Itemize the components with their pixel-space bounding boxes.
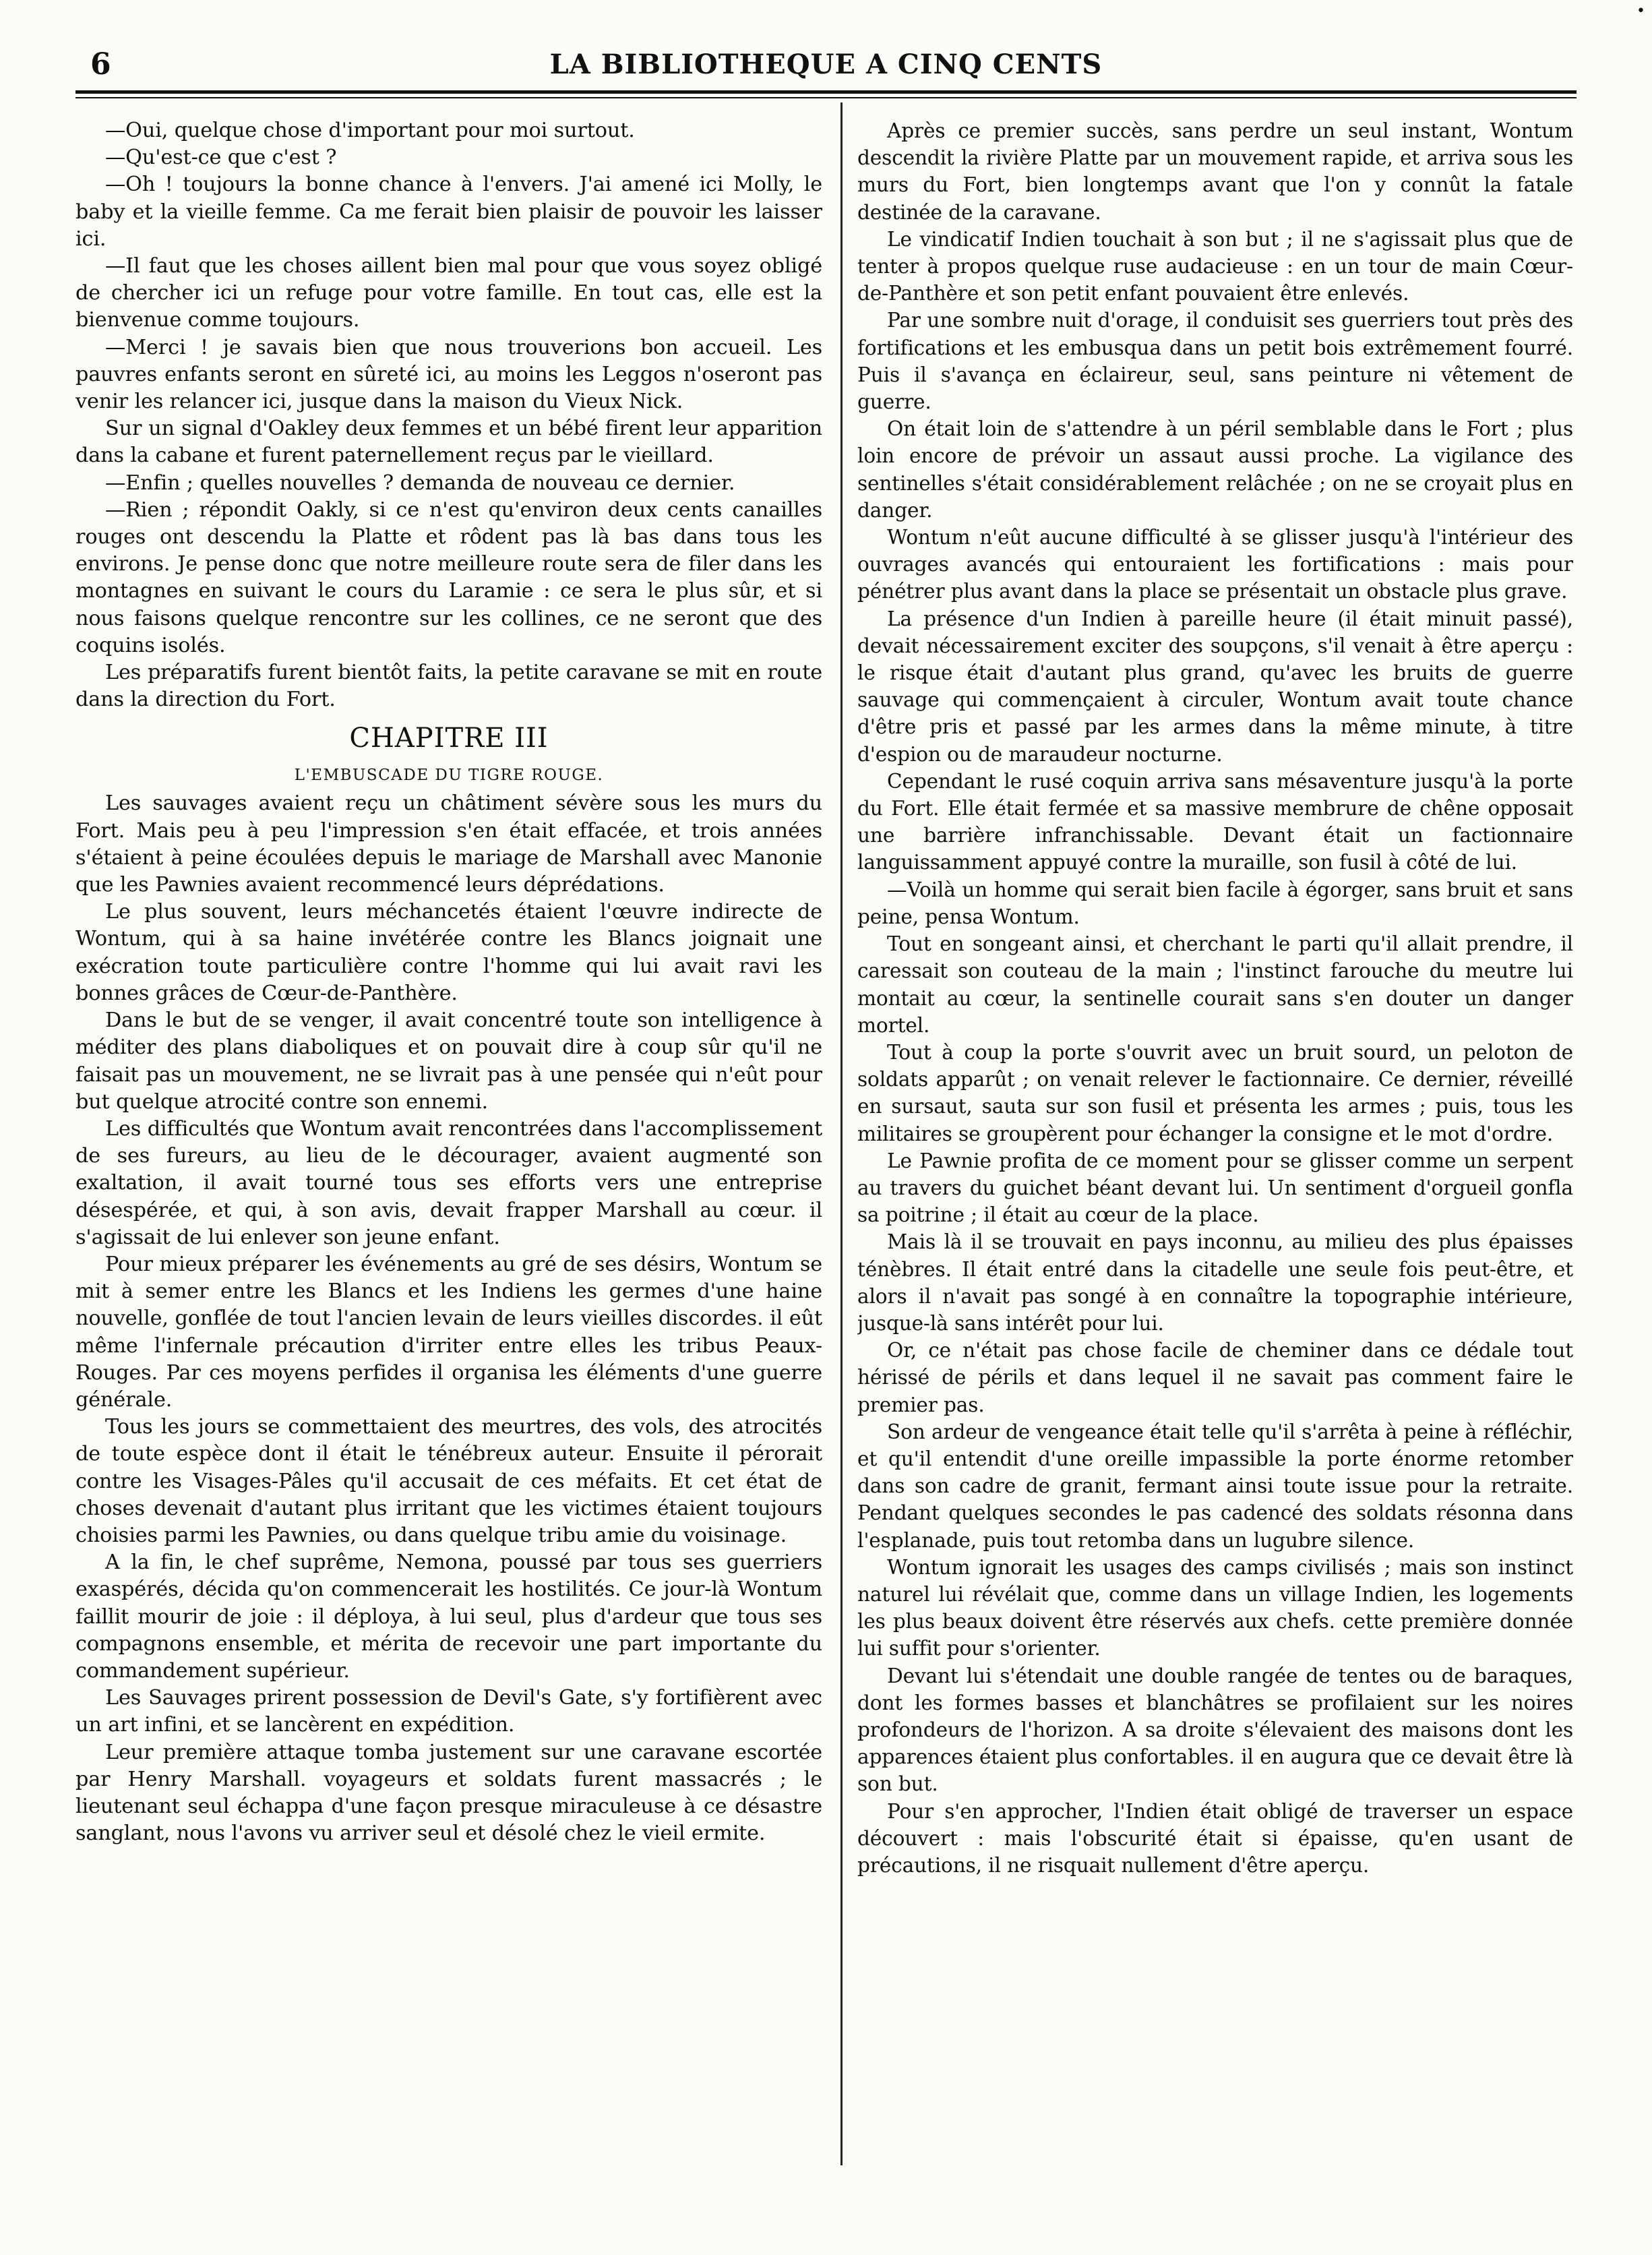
paragraph: —Enfin ; quelles nouvelles ? demanda de nouveau ce dernier. — [105, 471, 735, 495]
paragraph: Après ce premier succès, sans perdre un seul instant, Wontum descendit la rivière Platte par un mouvement rapide, et arriva sous les murs du Fort, bien longtemps avant que l'on y connût la fatale destinée de la caravane. — [857, 119, 1573, 224]
header-rule-thin — [75, 97, 1577, 98]
column-divider — [840, 102, 843, 2165]
paragraph: Tous les jours se commettaient des meurtres, des vols, des atrocités de toute espèce dont il était le ténébreux auteur. Ensuite il pérorait contre les Visages-Pâles qu'il accusait de ces méfaits. Et cet état de choses devenait d'autant plus irritant que les victimes étaient toujours choisies parmi les Pawnies, ou dans quelque tribu amie du voisinage. — [75, 1415, 822, 1547]
paragraph: —Merci ! je savais bien que nous trouverions bon accueil. Les pauvres enfants seront en sûreté ici, au moins les Leggos n'oseront pas venir les relancer ici, jusque dans la maison du Vieux Nick. — [75, 335, 822, 414]
paragraph: —Voilà un homme qui serait bien facile à égorger, sans bruit et sans peine, pensa Wontum. — [857, 878, 1573, 928]
paragraph: Leur première attaque tomba justement sur une caravane escortée par Henry Marshall. voyageurs et soldats furent massacrés ; le lieutenant seul échappa d'une façon presque miraculeuse à ce désastre sanglant, nous l'avons vu arriver seul et désolé chez le vieil ermite. — [75, 1740, 822, 1846]
page-header — [75, 39, 1577, 93]
paragraph: Les Sauvages prirent possession de Devil's Gate, s'y fortifièrent avec un art infini, et se lancèrent en expédition. — [75, 1686, 822, 1737]
paragraph: Pour s'en approcher, l'Indien était obligé de traverser un espace découvert : mais l'obscurité était si épaisse, qu'en usant de précautions, il ne risquait nullement d'être aperçu. — [857, 1799, 1573, 1877]
chapter-subtitle: L'EMBUSCADE DU TIGRE ROUGE. — [294, 766, 604, 785]
paragraph: —Oui, quelque chose d'important pour moi surtout. — [105, 119, 635, 142]
paragraph: On était loin de s'attendre à un péril semblable dans le Fort ; plus loin encore de prévoir un assaut aussi proche. La vigilance des sentinelles s'était considérablement relâchée ; on ne se croyait plus en danger. — [857, 417, 1573, 522]
paragraph: Sur un signal d'Oakley deux femmes et un bébé firent leur apparition dans la cabane et furent paternellement reçus par le vieillard. — [75, 417, 822, 468]
paragraph: —Oh ! toujours la bonne chance à l'envers. J'ai amené ici Molly, le baby et la vieille femme. Ca me ferait bien plaisir de pouvoir les laisser ici. — [75, 173, 822, 251]
paragraph: Son ardeur de vengeance était telle qu'il s'arrêta à peine à réfléchir, et qu'il entendit d'une oreille impassible la porte énorme retomber dans son cadre de granit, fermant ainsi toute issue pour la retraite. Pendant quelques secondes le pas cadencé des soldats résonna dans l'esplanade, puis tout retomba dans un lugubre silence. — [857, 1420, 1573, 1552]
paragraph: Le plus souvent, leurs méchancetés étaient l'œuvre indirecte de Wontum, qui à sa haine invétérée contre les Blancs joignait une exécration toute particulière contre l'homme qui lui avait ravi les bonnes grâces de Cœur-de-Panthère. — [75, 900, 822, 1005]
paragraph: Cependant le rusé coquin arriva sans mésaventure jusqu'à la porte du Fort. Elle était fermée et sa massive membrure de chêne opposait une barrière infranchissable. Devant était un factionnaire languissamment appuyé contre la muraille, son fusil à côté de lui. — [857, 769, 1573, 874]
paragraph: La présence d'un Indien à pareille heure (il était minuit passé), devait nécessairement exciter des soupçons, s'il venait à être aperçu : le risque était d'autant plus grand, qu'avec les bruits de guerre sauvage qui commençaient à circuler, Wontum avait toute chance d'être pris et passé par les armes dans la même minute, à titre d'espion ou de maraudeur nocturne. — [857, 607, 1573, 766]
paragraph: —Qu'est-ce que c'est ? — [105, 146, 337, 170]
left-column — [75, 117, 822, 2180]
paragraph: Le Pawnie profita de ce moment pour se glisser comme un serpent au travers du guichet béant devant lui. Un sentiment d'orgueil gonfla sa poitrine ; il était au cœur de la place. — [857, 1149, 1573, 1227]
paragraph: A la fin, le chef suprême, Nemona, poussé par tous ses guerriers exaspérés, décida qu'on commencerait les hostilités. Ce jour-là Wontum faillit mourir de joie : il déploya, à lui seul, plus d'ardeur que tous ses compagnons ensemble, et mérita de recevoir une part importante du commandement supérieur. — [75, 1551, 822, 1683]
paragraph: Les préparatifs furent bientôt faits, la petite caravane se mit en route dans la direction du Fort. — [75, 661, 822, 712]
paragraph: —Il faut que les choses aillent bien mal pour que vous soyez obligé de chercher ici un refuge pour votre famille. En tout cas, elle est la bienvenue comme toujours. — [75, 254, 822, 332]
header-rule-thick — [75, 90, 1577, 94]
page-speck: • — [1636, 3, 1645, 20]
chapter-title: CHAPITRE III — [349, 723, 549, 754]
paragraph: Wontum ignorait les usages des camps civilisés ; mais son instinct naturel lui révélait que, comme dans un village Indien, les logements les plus beaux doivent être réservés aux chefs. cette première donnée lui suffit pour s'orienter. — [857, 1555, 1573, 1660]
paragraph: Devant lui s'étendait une double rangée de tentes ou de baraques, dont les formes basses et blanchâtres se profilaient sur les noires profondeurs de l'horizon. A sa droite s'élevaient des maisons dont les apparences étaient plus confortables. il en augura que ce devait être là son but. — [857, 1664, 1573, 1796]
paragraph: Les difficultés que Wontum avait rencontrées dans l'accomplissement de ses fureurs, au lieu de le décourager, avaient augmenté son exaltation, il avait tourné tous ses efforts vers une entreprise désespérée, et qui, à son avis, devait frapper Marshall au cœur. il s'agissait de lui enlever son jeune enfant. — [75, 1116, 822, 1249]
paragraph: Wontum n'eût aucune difficulté à se glisser jusqu'à l'intérieur des ouvrages avancés qui entouraient les fortifications : mais pour pénétrer plus avant dans la place se présentait un obstacle plus grave. — [857, 526, 1573, 603]
paragraph: Tout en songeant ainsi, et cherchant le parti qu'il allait prendre, il caressait son couteau de la main ; l'instinct farouche du meutre lui montait au cœur, la sentinelle courait sans s'en douter un danger mortel. — [857, 932, 1573, 1037]
paragraph: Tout à coup la porte s'ouvrit avec un bruit sourd, un peloton de soldats apparût ; on venait relever le factionnaire. Ce dernier, réveillé en sursaut, sauta sur son fusil et présenta les armes ; puis, tous les militaires se groupèrent pour échanger la consigne et le mot d'ordre. — [857, 1040, 1573, 1145]
page-number: 6 — [90, 47, 111, 82]
paragraph: Les sauvages avaient reçu un châtiment sévère sous les murs du Fort. Mais peu à peu l'impression s'en était effacée, et trois années s'étaient à peine écoulées depuis le mariage de Marshall avec Manonie que les Pawnies avaient recommencé leurs déprédations. — [75, 791, 822, 897]
paragraph: —Rien ; répondit Oakly, si ce n'est qu'environ deux cents canailles rouges ont descendu la Platte et rôdent pas là bas dans tous les environs. Je pense donc que notre meilleure route sera de filer dans les montagnes en suivant le cours du Laramie : ce sera le plus sûr, et si nous faisons quelque rencontre sur les collines, ce ne seront que des coquins isolés. — [75, 498, 822, 657]
paragraph: Pour mieux préparer les événements au gré de ses désirs, Wontum se mit à semer entre les Blancs et les Indiens les germes d'une haine nouvelle, gonflée de tout l'ancien levain de leurs vieilles discordes. il eût même l'infernale précaution d'irriter entre elles les tribus Peaux-Rouges. Par ces moyens perfides il organisa les éléments d'une guerre générale. — [75, 1252, 822, 1412]
paragraph: Le vindicatif Indien touchait à son but ; il ne s'agissait plus que de tenter à propos quelque ruse audacieuse : en un tour de main Cœur-de-Panthère et son petit enfant pouvaient être enlevés. — [857, 227, 1573, 305]
paragraph: Par une sombre nuit d'orage, il conduisit ses guerriers tout près des fortifications et les embusqua dans un petit bois extrêmement fourré. Puis il s'avança en éclaireur, seul, sans peinture ni vêtement de guerre. — [857, 309, 1573, 414]
paragraph: Mais là il se trouvait en pays inconnu, au milieu des plus épaisses ténèbres. Il était entré dans la citadelle une seule fois peut-être, et alors il n'avait pas songé à en connaître la topographie intérieure, jusque-là sans intérêt pour lui. — [857, 1230, 1573, 1335]
paragraph: Or, ce n'était pas chose facile de cheminer dans ce dédale tout hérissé de périls et dans lequel il ne savait pas comment faire le premier pas. — [857, 1339, 1573, 1416]
right-column — [857, 117, 1573, 2180]
paragraph: Dans le but de se venger, il avait concentré toute son intelligence à méditer des plans diaboliques et on pouvait dire à coup sûr qu'il ne faisait pas un mouvement, ne se livrait pas à une pensée qui n'eût pour but quelque atrocité contre son ennemi. — [75, 1009, 822, 1114]
running-title: LA BIBLIOTHEQUE A CINQ CENTS — [549, 49, 1103, 80]
